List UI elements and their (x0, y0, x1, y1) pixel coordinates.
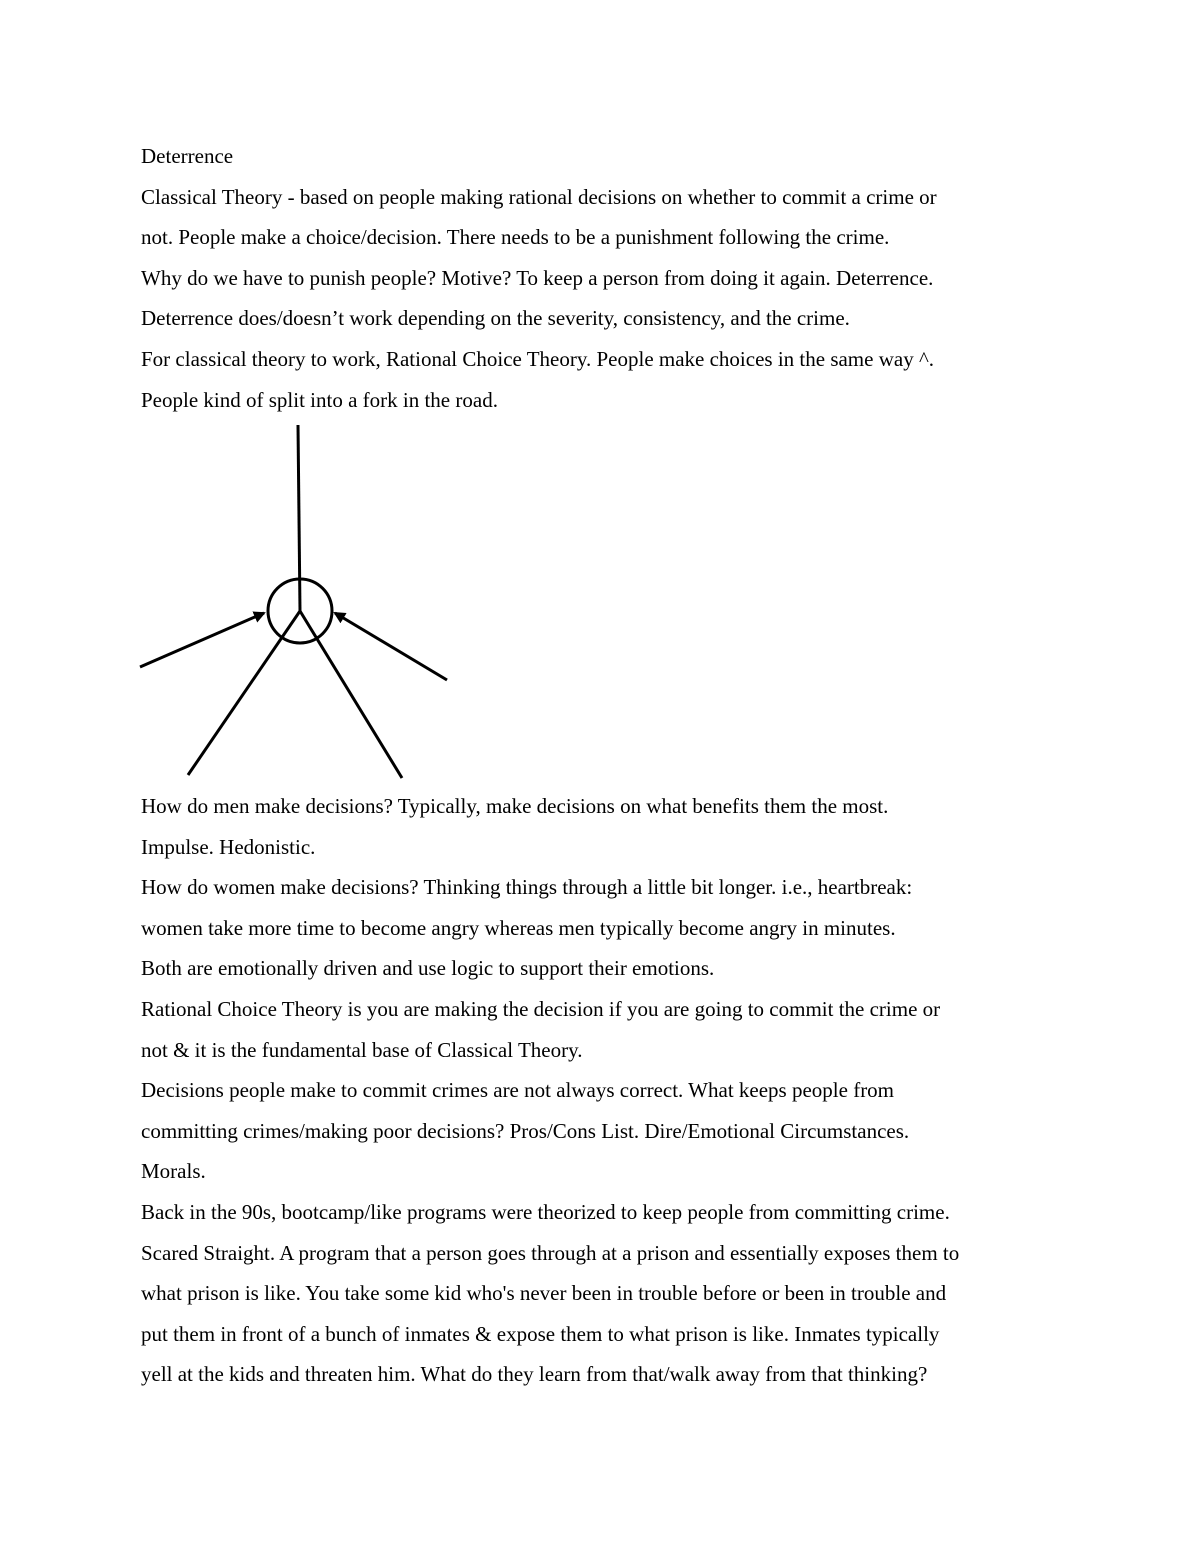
text-line: put them in front of a bunch of inmates & expose them to what prison is like. Inmates typically (141, 1321, 940, 1346)
text-line: Deterrence does/doesn’t work depending on the severity, consistency, and the crime. (141, 306, 850, 331)
notes-bottom-section (141, 786, 1081, 1395)
text-line: Classical Theory - based on people making rational decisions on whether to commit a crime or (141, 184, 937, 209)
text-line: Rational Choice Theory is you are making the decision if you are going to commit the crime or (141, 996, 941, 1021)
diagram-right-arrow (335, 613, 447, 680)
text-line: Scared Straight. A program that a person goes through at a prison and essentially exposes them to (141, 1240, 960, 1265)
notes-top-section (141, 136, 1081, 420)
text-line: How do women make decisions? Thinking things through a little bit longer. i.e., heartbreak: (141, 875, 913, 900)
text-line: Morals. (141, 1159, 206, 1184)
text-line: Back in the 90s, bootcamp/like programs were theorized to keep people from committing crime. (141, 1199, 950, 1224)
text-line: People kind of split into a fork in the road. (141, 387, 498, 412)
text-line: Impulse. Hedonistic. (141, 834, 316, 859)
text-line: committing crimes/making poor decisions? Pros/Cons List. Dire/Emotional Circumstances. (141, 1118, 910, 1143)
text-line: not. People make a choice/decision. There needs to be a punishment following the crime. (141, 225, 890, 250)
text-line: yell at the kids and threaten him. What do they learn from that/walk away from that thinking? (141, 1362, 928, 1387)
diagram-left-branch (188, 611, 300, 775)
text-line: How do men make decisions? Typically, make decisions on what benefits them the most. (141, 794, 889, 818)
text-line: not & it is the fundamental base of Classical Theory. (141, 1037, 583, 1062)
heading-deterrence: Deterrence (141, 144, 234, 168)
text-line: Decisions people make to commit crimes are not always correct. What keeps people from (141, 1078, 895, 1103)
text-line: women take more time to become angry whereas men typically become angry in minutes. (141, 915, 896, 940)
text-line: For classical theory to work, Rational Choice Theory. People make choices in the same way ^. (141, 346, 935, 371)
fork-in-the-road-diagram (130, 415, 460, 790)
text-line: Both are emotionally driven and use logic to support their emotions. (141, 956, 715, 981)
diagram-left-arrow (140, 613, 264, 667)
diagram-top-line (298, 425, 300, 611)
diagram-right-branch (300, 611, 402, 778)
text-line: Why do we have to punish people? Motive? To keep a person from doing it again. Deterrence. (141, 265, 934, 290)
text-line: what prison is like. You take some kid who's never been in trouble before or been in trouble and (141, 1281, 947, 1306)
